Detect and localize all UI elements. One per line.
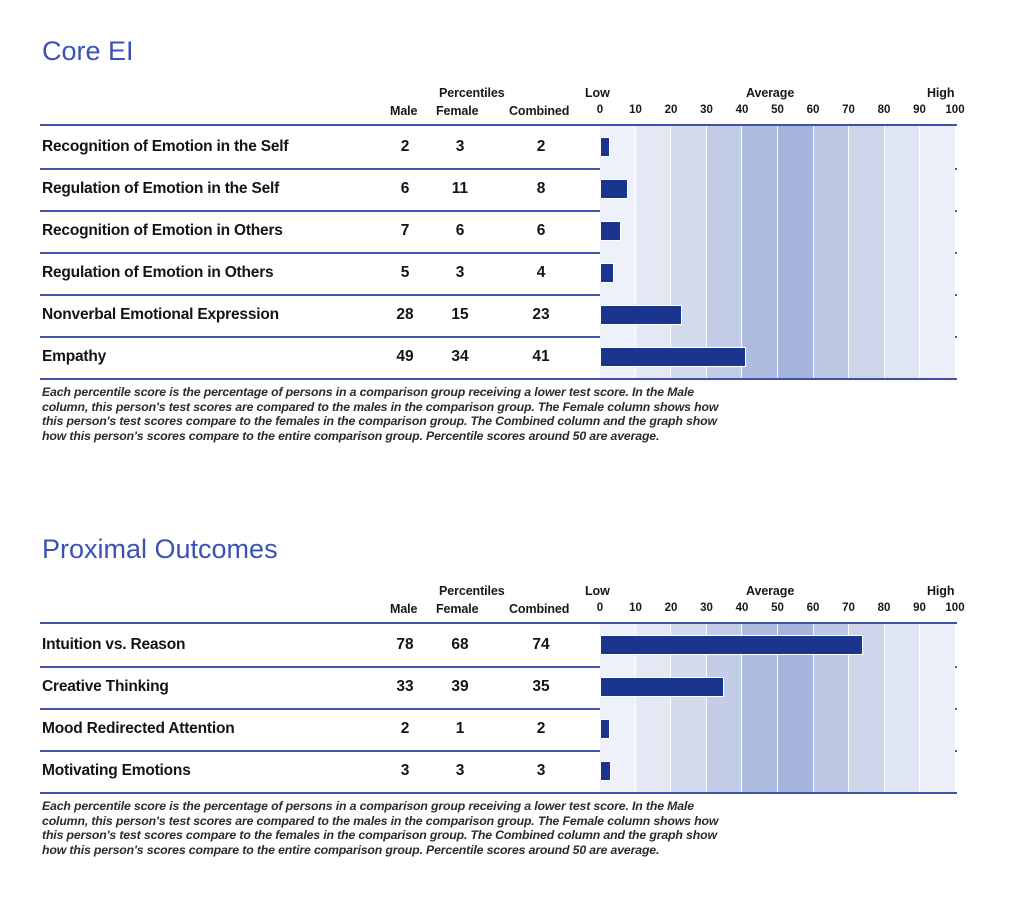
row-chart: [600, 624, 955, 666]
axis-tick-label: 70: [842, 104, 855, 116]
percentile-band: [814, 126, 850, 168]
axis-tick-label: 100: [945, 602, 965, 614]
row-chart: [600, 708, 955, 750]
percentile-band: [885, 294, 921, 336]
percentile-band: [742, 168, 778, 210]
percentile-band-scale: [600, 252, 955, 294]
footnote-line: column, this person's test scores are compared to the males in the comparison group. The Female column shows how: [42, 813, 719, 828]
percentile-bar: [600, 635, 863, 655]
percentile-band: [707, 126, 743, 168]
row-label: Recognition of Emotion in Others: [42, 222, 283, 239]
percentile-band: [920, 252, 955, 294]
percentile-band: [885, 252, 921, 294]
cell-value-combined: 4: [536, 264, 546, 281]
column-header-male: Male: [390, 104, 418, 118]
percentile-band: [636, 210, 672, 252]
percentile-band: [814, 168, 850, 210]
row-chart: [600, 210, 955, 252]
percentile-band: [742, 708, 778, 750]
percentile-band: [814, 336, 850, 378]
row-chart: [600, 666, 955, 708]
percentile-band-scale: [600, 708, 955, 750]
row-label: Recognition of Emotion in the Self: [42, 138, 289, 155]
percentile-band: [885, 708, 921, 750]
percentile-bar: [600, 719, 610, 739]
row-chart: [600, 294, 955, 336]
percentile-band: [920, 750, 955, 792]
table-body: [40, 126, 957, 378]
axis-tick-label: 20: [664, 104, 678, 116]
table-row[interactable]: [40, 126, 957, 168]
row-chart: [600, 252, 955, 294]
cell-value-male: 33: [396, 678, 414, 695]
cell-value-female: 39: [451, 678, 469, 695]
axis-tick-label: 70: [842, 602, 855, 614]
percentile-band: [671, 708, 707, 750]
percentile-band: [885, 336, 921, 378]
column-group-header-percentiles: Percentiles: [439, 584, 505, 598]
axis-tick-label: 60: [806, 602, 820, 614]
axis-label-average: Average: [746, 584, 795, 598]
row-label: Creative Thinking: [42, 678, 169, 695]
percentile-band: [707, 750, 743, 792]
percentile-band: [885, 210, 921, 252]
percentile-bar: [600, 179, 628, 199]
percentile-band: [778, 708, 814, 750]
percentile-band: [849, 126, 885, 168]
table-row[interactable]: [40, 252, 957, 294]
percentile-band: [742, 336, 778, 378]
percentile-band: [742, 750, 778, 792]
cell-value-male: 7: [400, 222, 410, 239]
cell-value-female: 1: [455, 720, 465, 737]
percentile-band: [885, 624, 921, 666]
axis-tick-label: 0: [596, 104, 604, 116]
table-bottom-rule: [40, 378, 957, 380]
cell-value-male: 2: [400, 720, 410, 737]
percentile-band: [636, 750, 672, 792]
footnote-line: column, this person's test scores are compared to the males in the comparison group. The Female column shows how: [42, 399, 719, 414]
row-label: Motivating Emotions: [42, 762, 191, 779]
percentile-band: [778, 666, 814, 708]
percentile-bar: [600, 761, 611, 781]
percentile-band: [920, 294, 955, 336]
percentile-band: [849, 336, 885, 378]
axis-tick-label: 80: [877, 104, 891, 116]
percentile-band: [778, 294, 814, 336]
column-group-header-percentiles: Percentiles: [439, 86, 505, 100]
cell-value-combined: 6: [536, 222, 546, 239]
axis-tick-label: 40: [735, 104, 749, 116]
footnote: [42, 385, 954, 443]
footnote-line: this person's test scores compare to the females in the comparison group. The Combined column and the graph show: [42, 828, 717, 843]
axis-label-low: Low: [585, 584, 610, 598]
row-chart: [600, 750, 955, 792]
percentile-band: [849, 168, 885, 210]
axis-tick-label: 10: [629, 104, 642, 116]
table-row[interactable]: [40, 168, 957, 210]
cell-value-female: 68: [451, 636, 469, 653]
percentile-band: [849, 666, 885, 708]
row-chart: [600, 336, 955, 378]
footnote-line: how this person's scores compare to the entire comparison group. Percentile scores around 50 are average.: [42, 842, 660, 857]
axis-label-high: High: [927, 86, 955, 100]
percentile-band: [707, 294, 743, 336]
percentile-band: [920, 666, 955, 708]
percentile-band: [885, 750, 921, 792]
percentile-band: [814, 252, 850, 294]
axis-tick-label: 90: [913, 602, 926, 614]
table-bottom-rule: [40, 792, 957, 794]
row-label: Regulation of Emotion in the Self: [42, 180, 280, 197]
table-row[interactable]: [40, 666, 957, 708]
column-header-female: Female: [436, 602, 479, 616]
percentile-band: [849, 294, 885, 336]
percentile-band: [849, 252, 885, 294]
axis-tick-label: 0: [596, 602, 604, 614]
percentile-band-scale: [600, 126, 955, 168]
column-header-combined: Combined: [509, 104, 570, 118]
percentile-band: [778, 252, 814, 294]
section-title: Proximal Outcomes: [42, 534, 278, 564]
percentile-band: [742, 294, 778, 336]
axis-tick-label: 80: [877, 602, 891, 614]
axis-tick-label: 50: [771, 602, 784, 614]
column-header-female: Female: [436, 104, 479, 118]
cell-value-male: 49: [396, 348, 414, 365]
percentile-band: [671, 168, 707, 210]
percentile-band: [707, 708, 743, 750]
percentile-band: [778, 126, 814, 168]
axis-tick-label: 30: [700, 602, 713, 614]
cell-value-combined: 2: [536, 720, 546, 737]
cell-value-combined: 23: [532, 306, 550, 323]
percentile-band: [814, 708, 850, 750]
row-label: Empathy: [42, 348, 107, 365]
cell-value-male: 6: [400, 180, 410, 197]
percentile-band: [778, 210, 814, 252]
cell-value-female: 3: [455, 138, 465, 155]
cell-value-male: 5: [400, 264, 410, 281]
axis-label-high: High: [927, 584, 955, 598]
percentile-band: [920, 336, 955, 378]
percentile-band: [671, 750, 707, 792]
cell-value-female: 11: [451, 180, 469, 197]
section-proximal-outcomes: [40, 532, 984, 857]
percentile-band: [671, 210, 707, 252]
percentile-band: [920, 210, 955, 252]
footnote-line: Each percentile score is the percentage of persons in a comparison group receiving a lower test score. In the Male: [42, 385, 694, 399]
column-header-male: Male: [390, 602, 418, 616]
percentile-band: [671, 126, 707, 168]
axis-tick-label: 90: [913, 104, 926, 116]
cell-value-combined: 41: [532, 348, 550, 365]
percentile-band: [636, 708, 672, 750]
percentile-band: [814, 294, 850, 336]
percentile-bar: [600, 263, 614, 283]
percentile-bar: [600, 305, 682, 325]
percentile-bar: [600, 677, 724, 697]
percentile-band: [636, 252, 672, 294]
percentile-band: [707, 168, 743, 210]
percentile-band: [814, 750, 850, 792]
table-row[interactable]: [40, 750, 957, 792]
cell-value-combined: 2: [536, 138, 546, 155]
percentile-band: [742, 210, 778, 252]
cell-value-female: 3: [455, 762, 465, 779]
cell-value-male: 3: [400, 762, 410, 779]
footnote: [42, 799, 954, 857]
percentile-band: [849, 210, 885, 252]
percentile-bar: [600, 221, 621, 241]
percentile-band: [920, 168, 955, 210]
cell-value-male: 28: [396, 306, 414, 323]
percentile-band: [778, 750, 814, 792]
percentile-band-scale: [600, 750, 955, 792]
table-header: [40, 532, 984, 616]
percentile-band-scale: [600, 168, 955, 210]
percentile-band: [742, 666, 778, 708]
section-core-ei: [40, 34, 984, 443]
axis-tick-label: 100: [945, 104, 965, 116]
percentile-bar: [600, 347, 746, 367]
axis-tick-label: 10: [629, 602, 642, 614]
axis-tick-label: 30: [700, 104, 713, 116]
row-label: Regulation of Emotion in Others: [42, 264, 274, 281]
percentile-band: [636, 126, 672, 168]
cell-value-combined: 74: [532, 636, 550, 653]
table-row[interactable]: [40, 336, 957, 378]
percentile-band: [885, 666, 921, 708]
row-chart: [600, 126, 955, 168]
axis-tick-label: 20: [664, 602, 678, 614]
row-label: Mood Redirected Attention: [42, 720, 235, 737]
cell-value-combined: 8: [536, 180, 546, 197]
axis-tick-label: 50: [771, 104, 784, 116]
row-label: Intuition vs. Reason: [42, 636, 186, 653]
percentile-band: [849, 750, 885, 792]
table-row[interactable]: [40, 708, 957, 750]
percentile-band: [742, 126, 778, 168]
percentile-band: [885, 168, 921, 210]
footnote-line: how this person's scores compare to the entire comparison group. Percentile scores around 50 are average.: [42, 428, 660, 443]
section-title: Core EI: [42, 36, 134, 66]
percentile-band: [814, 210, 850, 252]
percentile-band-scale: [600, 210, 955, 252]
percentile-band: [920, 126, 955, 168]
cell-value-combined: 3: [536, 762, 546, 779]
percentile-band: [707, 210, 743, 252]
axis-label-low: Low: [585, 86, 610, 100]
axis-tick-label: 40: [735, 602, 749, 614]
table-row[interactable]: [40, 210, 957, 252]
percentile-band: [814, 666, 850, 708]
cell-value-combined: 35: [532, 678, 550, 695]
percentile-band: [885, 126, 921, 168]
column-header-combined: Combined: [509, 602, 570, 616]
cell-value-male: 2: [400, 138, 410, 155]
table-row[interactable]: [40, 294, 957, 336]
footnote-line: this person's test scores compare to the females in the comparison group. The Combined column and the graph show: [42, 414, 717, 429]
cell-value-male: 78: [396, 636, 414, 653]
row-label: Nonverbal Emotional Expression: [42, 306, 279, 323]
percentile-band: [742, 252, 778, 294]
cell-value-female: 15: [451, 306, 469, 323]
percentile-band: [920, 624, 955, 666]
table-row[interactable]: [40, 624, 957, 666]
cell-value-female: 34: [451, 348, 469, 365]
row-chart: [600, 168, 955, 210]
axis-tick-label: 60: [806, 104, 820, 116]
percentile-band: [671, 252, 707, 294]
cell-value-female: 6: [455, 222, 465, 239]
axis-label-average: Average: [746, 86, 795, 100]
percentile-bar: [600, 137, 610, 157]
table-header: [40, 34, 984, 118]
footnote-line: Each percentile score is the percentage of persons in a comparison group receiving a lower test score. In the Male: [42, 799, 694, 813]
table-body: [40, 624, 957, 792]
percentile-band: [636, 168, 672, 210]
cell-value-female: 3: [455, 264, 465, 281]
percentile-band: [778, 168, 814, 210]
percentile-band: [778, 336, 814, 378]
percentile-band: [849, 708, 885, 750]
percentile-band: [920, 708, 955, 750]
percentile-band: [707, 252, 743, 294]
